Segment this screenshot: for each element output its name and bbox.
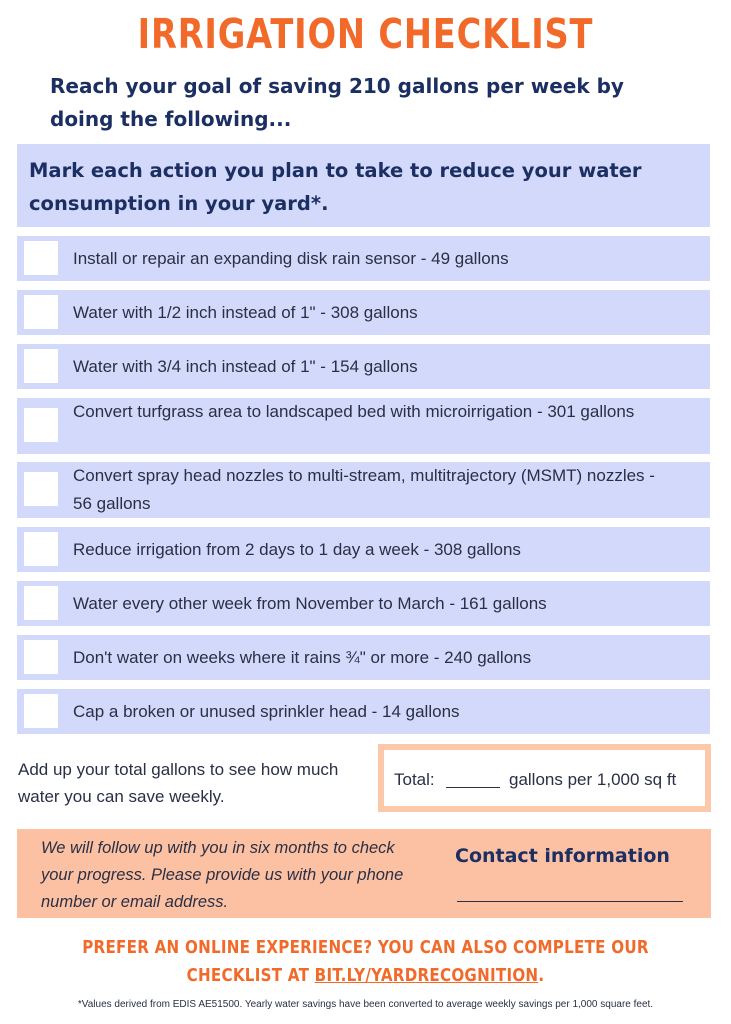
checklist-item-label: Install or repair an expanding disk rain sensor - 49 gallons xyxy=(73,249,509,268)
checklist-item[interactable] xyxy=(17,398,710,454)
checkbox[interactable] xyxy=(24,241,58,275)
checklist-item-label: Water with 3/4 inch instead of 1" - 154 gallons xyxy=(73,357,418,376)
total-box xyxy=(378,744,711,812)
checklist-item[interactable] xyxy=(17,344,710,389)
online-callout xyxy=(58,934,672,990)
checkbox[interactable] xyxy=(24,295,58,329)
contact-input[interactable] xyxy=(457,901,683,902)
checklist-item[interactable] xyxy=(17,462,710,518)
total-label: Total: xyxy=(394,770,435,789)
contact-title: Contact information xyxy=(455,845,670,867)
checklist-item[interactable] xyxy=(17,635,710,680)
checkbox[interactable] xyxy=(24,586,58,620)
checkbox[interactable] xyxy=(24,349,58,383)
checklist-item-label: Don't water on weeks where it rains ¾" or more - 240 gallons xyxy=(73,648,532,667)
checkbox[interactable] xyxy=(24,640,58,674)
instructions-header xyxy=(17,144,710,227)
checklist-item-label: Water with 1/2 inch instead of 1" - 308 gallons xyxy=(73,303,418,322)
checklist-item-label: Convert spray head nozzles to multi-stream, multitrajectory (MSMT) nozzles - 56 gallons xyxy=(73,466,655,513)
checkbox[interactable] xyxy=(24,472,58,506)
page-title: IRRIGATION CHECKLIST xyxy=(137,10,594,58)
checklist-item[interactable] xyxy=(17,581,710,626)
checkbox[interactable] xyxy=(24,408,58,442)
checkbox[interactable] xyxy=(24,532,58,566)
checkbox[interactable] xyxy=(24,694,58,728)
checklist-item[interactable] xyxy=(17,290,710,335)
online-callout-suffix: . xyxy=(538,965,545,986)
total-input[interactable] xyxy=(446,767,500,788)
footnote: *Values derived from EDIS AE51500. Yearly water savings have been converted to average weekly savings per 1,000 square feet. xyxy=(77,999,654,1010)
checklist-item-label: Cap a broken or unused sprinkler head - 14 gallons xyxy=(73,702,460,721)
goal-subtitle: Reach your goal of saving 210 gallons per week by doing the following... xyxy=(50,74,624,131)
total-unit: gallons per 1,000 sq ft xyxy=(509,770,677,789)
checklist-link[interactable]: BIT.LY/YARDRECOGNITION xyxy=(314,965,539,986)
checklist-item[interactable] xyxy=(17,689,710,734)
followup-box xyxy=(17,829,711,918)
checklist-item-label: Reduce irrigation from 2 days to 1 day a week - 308 gallons xyxy=(73,540,521,559)
checklist-item[interactable] xyxy=(17,236,710,281)
checklist-item-label: Water every other week from November to March - 161 gallons xyxy=(73,594,547,613)
instructions-text: Mark each action you plan to take to reduce your water consumption in your yard*. xyxy=(29,159,642,215)
add-up-instruction: Add up your total gallons to see how much water you can save weekly. xyxy=(18,760,339,806)
checklist-item-label: Convert turfgrass area to landscaped bed with microirrigation - 301 gallons xyxy=(73,402,635,421)
checklist-item[interactable] xyxy=(17,527,710,572)
followup-text: We will follow up with you in six months to check your progress. Please provide us with your phone number or email address. xyxy=(41,839,404,911)
online-callout-text: PREFER AN ONLINE EXPERIENCE? YOU CAN ALSO COMPLETE OUR CHECKLIST AT xyxy=(82,937,649,986)
